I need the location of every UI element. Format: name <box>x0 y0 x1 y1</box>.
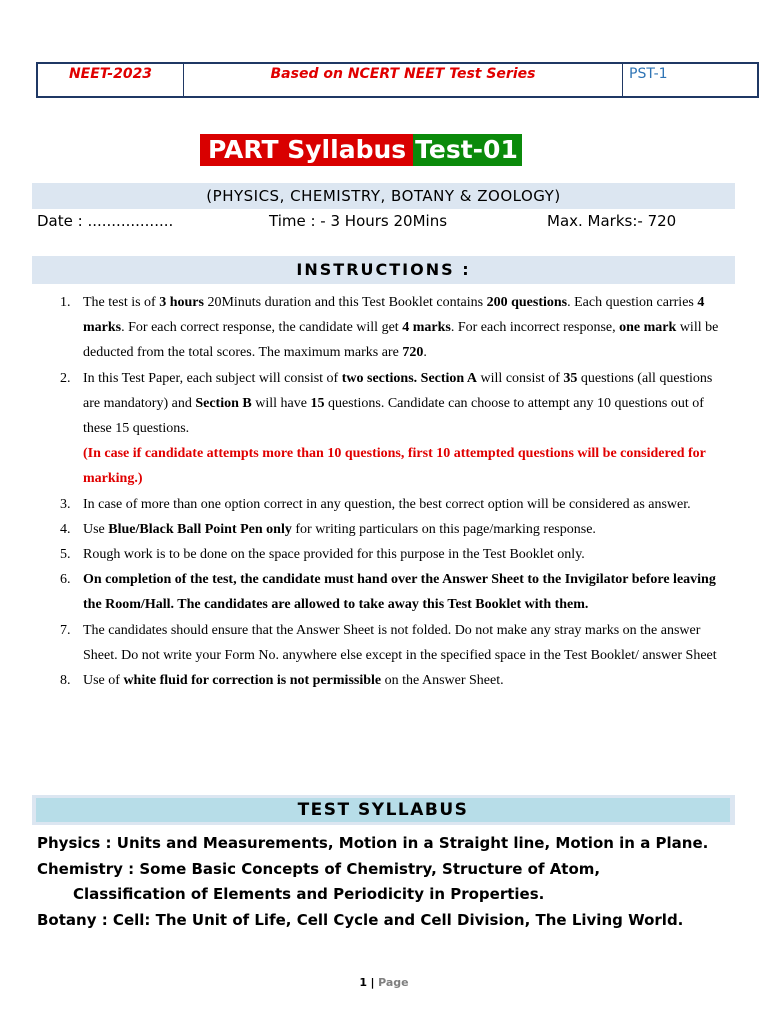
syllabus-section <box>37 831 757 933</box>
instruction-text: . <box>423 345 427 361</box>
exam-name: NEET-2023 <box>38 64 184 96</box>
footer-separator: | <box>370 976 375 989</box>
instruction-text: . Each question carries <box>567 295 698 310</box>
instruction-text: 4 marks <box>83 295 705 336</box>
instruction-text: 35 <box>563 370 578 386</box>
instruction-text: On completion of the test, the candidate must hand over the Answer Sheet to the Invigilator before leaving the Room/Hall. The candidates are allowed to take away this Test Booklet with them. <box>83 572 716 613</box>
page-label: Page <box>378 976 409 989</box>
instruction-number: 1. <box>60 295 71 310</box>
subjects-band: (PHYSICS, CHEMISTRY, BOTANY & ZOOLOGY) <box>32 183 735 209</box>
instruction-text: white fluid for correction is not permissible <box>123 673 382 689</box>
instruction-text: 4 marks <box>402 320 451 336</box>
test-code: PST-1 <box>629 66 668 82</box>
instruction-text: will have <box>251 395 311 411</box>
max-marks-field: Max. Marks:- 720 <box>547 212 677 230</box>
date-field: Date : .................. <box>37 212 174 230</box>
page-footer <box>0 976 768 989</box>
meta-row <box>37 212 737 234</box>
instruction-text: Blue/Black Ball Point Pen only <box>108 521 292 537</box>
instruction-text: questions (all questions are mandatory) and <box>83 370 713 411</box>
instruction-text: . For each correct response, the candidate will get <box>121 320 403 336</box>
instruction-text: 200 questions <box>486 295 568 310</box>
instruction-item <box>60 668 730 693</box>
instructions-heading: INSTRUCTIONS : <box>32 256 735 284</box>
syllabus-physics: Physics : Units and Measurements, Motion in a Straight line, Motion in a Plane. <box>37 834 709 852</box>
series-name: Based on NCERT NEET Test Series <box>184 64 623 96</box>
instruction-text: questions. Candidate can choose to attempt any 10 questions out of these 15 questions. <box>83 395 704 437</box>
instruction-number: 5. <box>60 547 71 563</box>
instruction-text: 20Minuts duration and this Test Booklet contains <box>203 295 487 310</box>
instruction-item <box>60 290 730 366</box>
syllabus-botany: Botany : Cell: The Unit of Life, Cell Cycle and Cell Division, The Living World. <box>37 910 684 929</box>
instruction-text: will be deducted from the total scores. The maximum marks are <box>83 320 719 361</box>
syllabus-chemistry: Chemistry : Some Basic Concepts of Chemistry, Structure of Atom, <box>37 859 601 878</box>
instruction-item <box>60 542 730 567</box>
instruction-text: The candidates should ensure that the Answer Sheet is not folded. Do not make any stray marks on the answer Sheet. Do not write your Form No. anywhere else except in the specified space in the Test Booklet/ answer Sheet <box>83 622 717 663</box>
instruction-text: on the Answer Sheet. <box>381 673 504 689</box>
page-number: 1 <box>359 976 368 989</box>
instruction-number: 8. <box>60 673 71 689</box>
instruction-text: 15 <box>310 395 325 411</box>
instruction-text: The test is of <box>83 295 160 310</box>
instruction-item <box>60 618 730 668</box>
instruction-number: 4. <box>60 521 71 537</box>
instruction-number: 7. <box>60 622 71 638</box>
instruction-text: . For each incorrect response, <box>450 320 620 336</box>
instruction-text: one mark <box>619 320 677 336</box>
syllabus-heading: TEST SYLLABUS <box>36 798 730 822</box>
instruction-text: Section B <box>195 395 252 411</box>
instruction-item <box>60 492 730 517</box>
header-table <box>36 62 759 98</box>
instruction-text: In this Test Paper, each subject will consist of <box>83 370 342 386</box>
title-part-syllabus: PART Syllabus <box>200 134 413 166</box>
instruction-text: 3 hours <box>159 295 204 310</box>
page-title <box>200 134 522 166</box>
instruction-text: Use of <box>83 673 124 689</box>
syllabus-chemistry-continued: Classification of Elements and Periodicity in Properties. <box>73 885 545 903</box>
instruction-item <box>60 517 730 542</box>
instruction-number: 2. <box>60 370 71 386</box>
title-test-number: Test-01 <box>413 134 522 166</box>
instruction-text: two sections. Section A <box>341 370 478 386</box>
instruction-text: 720 <box>402 345 424 361</box>
instruction-number: 3. <box>60 496 71 512</box>
instruction-number: 6. <box>60 572 71 588</box>
instruction-text: In case of more than one option correct in any question, the best correct option will be considered as answer. <box>83 496 691 512</box>
instruction-text: for writing particulars on this page/marking response. <box>291 521 596 537</box>
instructions-list <box>60 290 730 693</box>
instruction-text: Rough work is to be done on the space provided for this purpose in the Test Booklet only. <box>83 547 585 563</box>
instruction-text: will consist of <box>477 370 564 386</box>
time-field: Time : - 3 Hours 20Mins <box>269 212 448 230</box>
instruction-item <box>60 567 730 617</box>
instruction-note: (In case if candidate attempts more than 10 questions, first 10 attempted questions will be considered for marking.) <box>83 446 706 487</box>
instruction-text: Use <box>83 521 109 537</box>
instruction-item <box>60 366 730 492</box>
